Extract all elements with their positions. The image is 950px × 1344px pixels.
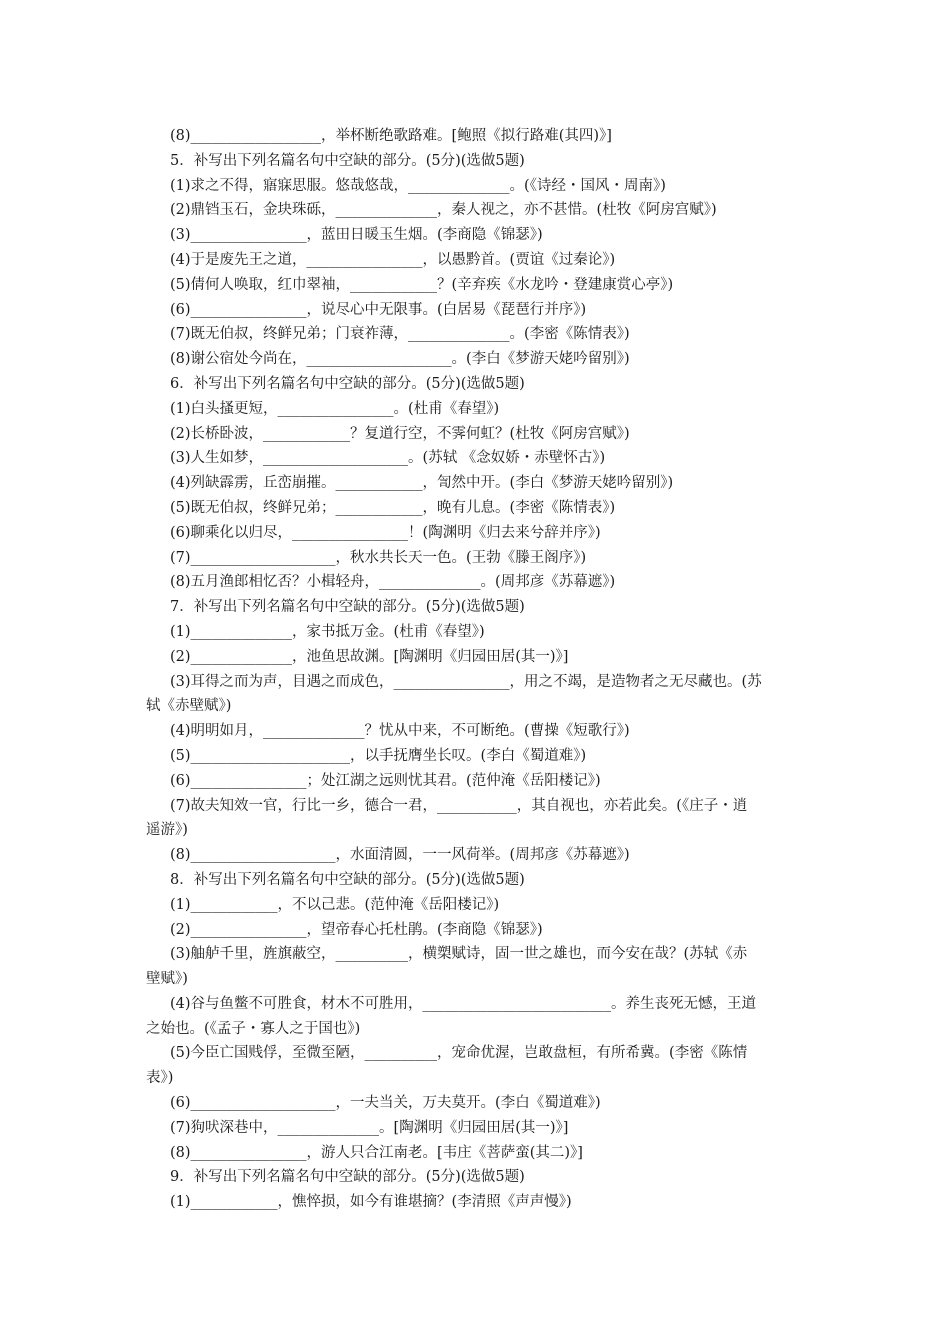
q8-item-5: (5)今臣亡国贱俘，至微至陋，__________，宠命优渥，岂敢盘桓，有所希冀。(李密《陈情 (170, 1045, 748, 1062)
q7-item-3: (3)耳得之而为声，目遇之而成色，________________，用之不竭，是造物者之无尽藏也。(苏 (170, 673, 762, 690)
q5-item-3: (3)________________，蓝田日暖玉生烟。(李商隐《锦瑟》) (170, 227, 543, 244)
q5-item-2: (2)鼎铛玉石，金块珠砾，______________，秦人视之，亦不甚惜。(杜牧《阿房宫赋》) (170, 202, 717, 219)
q6-item-5: (5)既无伯叔，终鲜兄弟；____________，晚有儿息。(李密《陈情表》) (170, 499, 616, 516)
q8-item-4-cont: 之始也。(《孟子・寡人之于国也》) (146, 1020, 361, 1037)
q5-item-1: (1)求之不得，寤寐思服。悠哉悠哉，______________。(《诗经・国风・周南》) (170, 177, 666, 194)
q4-item-8: (8)__________________，举杯断绝歌路难。[鲍照《拟行路难(其四)》] (170, 128, 612, 144)
q5-item-7: (7)既无伯叔，终鲜兄弟；门衰祚薄，______________。(李密《陈情表》) (170, 326, 630, 343)
q7-item-1: (1)______________，家书抵万金。(杜甫《春望》) (170, 623, 485, 640)
q8-item-7: (7)狗吠深巷中，______________。[陶渊明《归园田居(其一)》] (170, 1119, 569, 1136)
q8-item-6: (6)____________________，一夫当关，万夫莫开。(李白《蜀道难》) (170, 1095, 601, 1112)
q7-item-8: (8)____________________，水面清圆，一一风荷举。(周邦彦《苏幕遮》) (170, 847, 630, 864)
q7-item-5: (5)______________________，以手抚膺坐长叹。(李白《蜀道难》) (170, 747, 587, 764)
q6-item-2: (2)长桥卧波，____________？复道行空，不霁何虹？(杜牧《阿房宫赋》) (170, 425, 630, 442)
q8-item-1: (1)____________，不以己悲。(范仲淹《岳阳楼记》) (170, 896, 500, 913)
q5-item-6: (6)________________，说尽心中无限事。(白居易《琵琶行并序》) (170, 301, 587, 318)
q5-item-5: (5)倩何人唤取，红巾翠袖，____________？(辛弃疾《水龙吟・登建康赏心亭》) (170, 276, 674, 293)
q6-item-3: (3)人生如梦，____________________。(苏轼 《念奴娇・赤壁怀古》) (170, 450, 606, 467)
q7-item-7: (7)故夫知效一官，行比一乡，德合一君，___________，其自视也，亦若此矣。(《庄子・逍 (170, 797, 748, 814)
q7-item-3-cont: 轼《赤壁赋》) (146, 698, 232, 715)
question-8-heading: 8．补写出下列名篇名句中空缺的部分。(5分)(选做5题) (170, 871, 525, 888)
q6-item-6: (6)聊乘化以归尽，________________！(陶渊明《归去来兮辞并序》) (170, 524, 601, 541)
q6-item-7: (7)____________________，秋水共长天一色。(王勃《滕王阁序》) (170, 549, 587, 566)
q8-item-3: (3)舳舻千里，旌旗蔽空，__________，横槊赋诗，固一世之雄也，而今安在哉？(苏轼《赤 (170, 946, 748, 963)
q7-item-7-cont: 遥游》) (146, 822, 188, 839)
question-5-heading: 5．补写出下列名篇名句中空缺的部分。(5分)(选做5题) (170, 152, 525, 169)
q5-item-8: (8)谢公宿处今尚在，____________________。(李白《梦游天姥吟留别》) (170, 351, 630, 368)
q5-item-4: (4)于是废先王之道，________________，以愚黔首。(贾谊《过秦论》) (170, 251, 616, 268)
q7-item-6: (6)________________；处江湖之远则忧其君。(范仲淹《岳阳楼记》) (170, 772, 601, 789)
question-6-heading: 6．补写出下列名篇名句中空缺的部分。(5分)(选做5题) (170, 375, 525, 392)
q6-item-4: (4)列缺霹雳，丘峦崩摧。____________，訇然中开。(李白《梦游天姥吟留别》) (170, 475, 674, 492)
q7-item-4: (4)明明如月，______________？忧从中来，不可断绝。(曹操《短歌行》) (170, 723, 630, 740)
q6-item-8: (8)五月渔郎相忆否？小楫轻舟，______________。(周邦彦《苏幕遮》) (170, 574, 616, 591)
q7-item-2: (2)______________，池鱼思故渊。[陶渊明《归园田居(其一)》] (170, 648, 569, 665)
question-9-heading: 9．补写出下列名篇名句中空缺的部分。(5分)(选做5题) (170, 1169, 525, 1186)
exam-content (146, 124, 822, 1215)
q6-item-1: (1)白头搔更短，________________。(杜甫《春望》) (170, 400, 500, 417)
q8-item-8: (8)________________，游人只合江南老。[韦庄《菩萨蛮(其二)》] (170, 1144, 583, 1161)
q9-item-1: (1)____________，憔悴损，如今有谁堪摘？(李清照《声声慢》) (170, 1194, 572, 1211)
q8-item-5-cont: 表》) (146, 1070, 174, 1087)
question-7-heading: 7．补写出下列名篇名句中空缺的部分。(5分)(选做5题) (170, 599, 525, 616)
q8-item-4: (4)谷与鱼鳖不可胜食，材木不可胜用，__________________________。养生丧死无憾，王道 (170, 995, 757, 1012)
q8-item-2: (2)________________，望帝春心托杜鹃。(李商隐《锦瑟》) (170, 921, 543, 938)
q8-item-3-cont: 壁赋》) (146, 971, 188, 988)
